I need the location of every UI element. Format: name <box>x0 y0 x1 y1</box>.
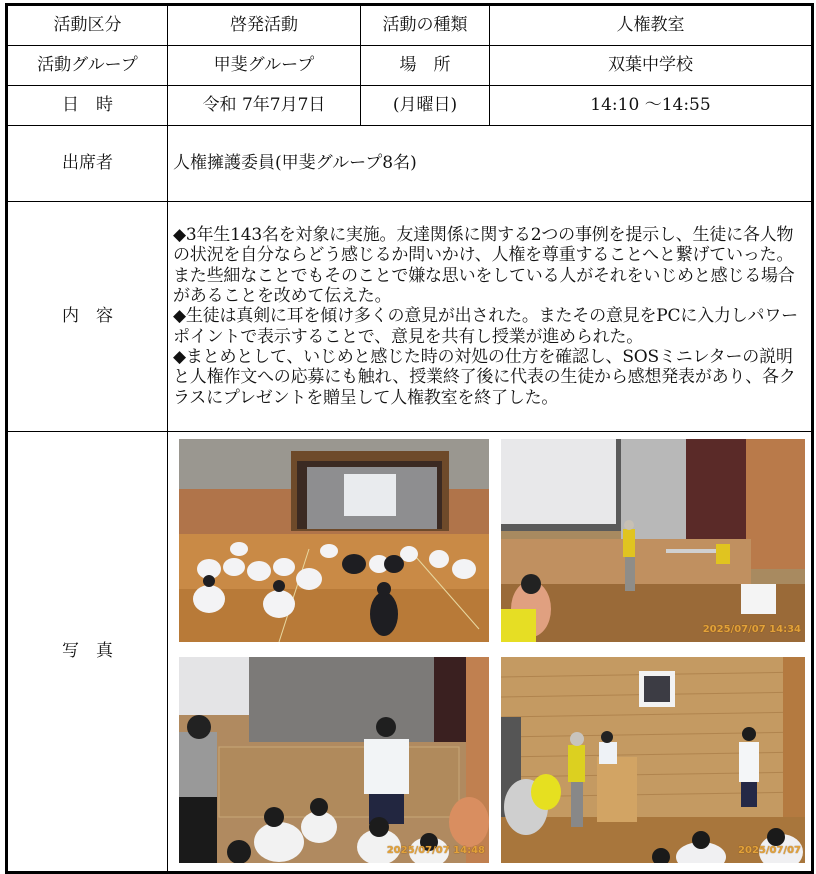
photo-timestamp: 2025/07/07 <box>738 845 801 856</box>
content-body <box>168 202 813 432</box>
attendees-label: 出席者 <box>7 126 168 202</box>
photo-representative-speech <box>501 657 805 863</box>
row-group <box>7 46 813 86</box>
content-paragraph: ◆生徒は真剣に耳を傾け多くの意見が出された。またその意見をPCに入力しパワーポイントで表示することで、意見を共有し授業が進められた。 <box>173 306 798 347</box>
activity-type-value: 人権教室 <box>490 5 813 46</box>
weekday-value: (月曜日) <box>361 86 490 126</box>
place-value: 双葉中学校 <box>490 46 813 86</box>
photo-timestamp: 2025/07/07 14:48 <box>386 845 485 856</box>
photo-student-opinions <box>179 657 489 863</box>
photos-label: 写 真 <box>7 432 168 873</box>
row-datetime <box>7 86 813 126</box>
photo-speaker-image <box>501 439 805 642</box>
category-label: 活動区分 <box>7 5 168 46</box>
row-photos <box>7 432 813 873</box>
content-paragraph: ◆3年生143名を対象に実施。友達関係に関する2つの事例を提示し、生徒に各人物の状況を自分ならどう感じるか問いかけ、人権を尊重することへと繋げていった。また些細なことでもそのことで嫌な思いをしている人がそれをいじめと感じる場合があることを改めて伝えた。 <box>173 224 795 306</box>
photo-gym-overview <box>179 439 489 642</box>
activity-type-label: 活動の種類 <box>361 5 490 46</box>
category-value: 啓発活動 <box>168 5 361 46</box>
row-category <box>7 5 813 46</box>
attendees-value: 人権擁護委員(甲斐グループ8名) <box>168 126 813 202</box>
photo-gym-overview-image <box>179 439 489 642</box>
photo-student-opinions-image <box>179 657 489 863</box>
time-value: 14:10 ～14:55 <box>490 86 813 126</box>
group-label: 活動グループ <box>7 46 168 86</box>
photo-grid <box>179 439 805 863</box>
photo-representative-speech-image <box>501 657 805 863</box>
photo-speaker <box>501 439 805 642</box>
row-content <box>7 202 813 432</box>
photos-cell <box>168 432 813 873</box>
date-value: 令和 7年7月7日 <box>168 86 361 126</box>
content-paragraph: ◆まとめとして、いじめと感じた時の対処の仕方を確認し、SOSミニレターの説明と人権作文への応募にも触れ、授業終了後に代表の生徒から感想発表があり、各クラスにプレゼントを贈呈して人権教室を終了した。 <box>173 347 796 408</box>
group-value: 甲斐グループ <box>168 46 361 86</box>
content-label: 内 容 <box>7 202 168 432</box>
row-attendees <box>7 126 813 202</box>
place-label: 場 所 <box>361 46 490 86</box>
activity-report-table <box>5 3 814 874</box>
photo-timestamp: 2025/07/07 14:34 <box>702 624 801 635</box>
datetime-label: 日 時 <box>7 86 168 126</box>
